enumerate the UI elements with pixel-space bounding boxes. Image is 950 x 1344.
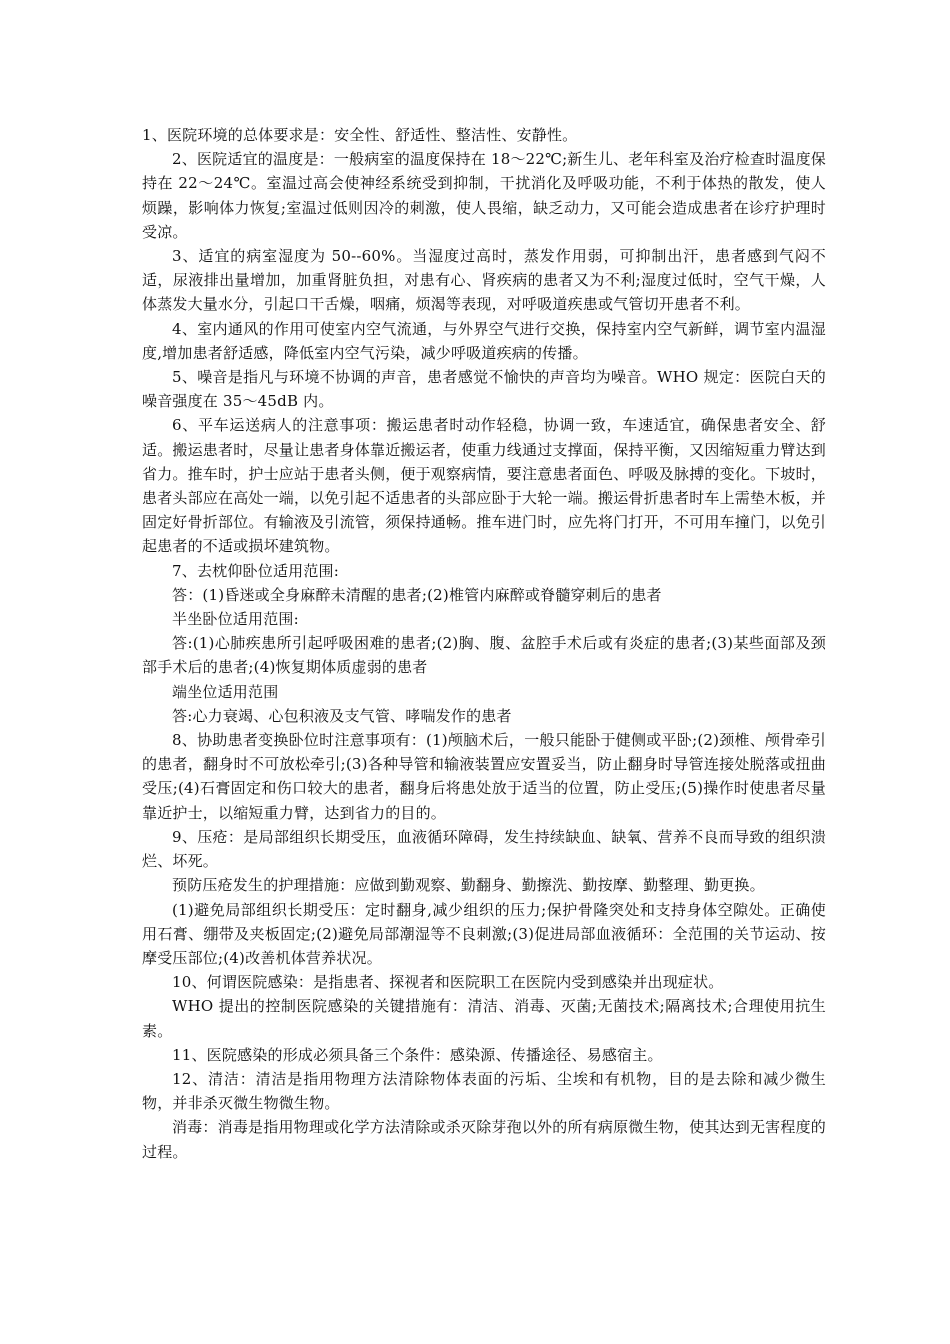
paragraph-7-answer: 答：(1)昏迷或全身麻醉未清醒的患者;(2)椎管内麻醉或脊髓穿刺后的患者 — [172, 585, 662, 604]
paragraph-8: 8、协助患者变换卧位时注意事项有：(1)颅脑术后，一般只能卧于健侧或平卧;(2)颈椎、颅骨牵引的患者，翻身时不可放松牵引;(3)各种导管和输液装置应安置妥当，防止翻身时导管连接处脱落或扭曲受压;(4)石膏固定和伤口较大的患者，翻身后将患处放于适当的位置，防止受压;(5)操作时使患者尽量靠近护士，以缩短重力臂，达到省力的目的。 — [142, 731, 826, 822]
paragraph-10: 10、何谓医院感染：是指患者、探视者和医院职工在医院内受到感染并出现症状。 — [172, 973, 724, 992]
paragraph-9-measures: (1)避免局部组织长期受压：定时翻身,减少组织的压力;保护骨隆突处和支持身体空隙处。正确使用石膏、绷带及夹板固定;(2)避免局部潮湿等不良刺激;(3)促进局部血液循环：全范围的关节运动、按摩受压部位;(4)改善机体营养状况。 — [142, 900, 826, 967]
paragraph-semi-sitting-answer: 答:(1)心肺疾患所引起呼吸困难的患者;(2)胸、腹、盆腔手术后或有炎症的患者;(3)某些面部及颈部手术后的患者;(4)恢复期体质虚弱的患者 — [142, 634, 826, 677]
paragraph-9-prevention: 预防压疮发生的护理措施：应做到勤观察、勤翻身、勤擦洗、勤按摩、勤整理、勤更换。 — [172, 876, 765, 895]
paragraph-semi-sitting: 半坐卧位适用范围: — [172, 610, 299, 629]
paragraph-4: 4、室内通风的作用可使室内空气流通，与外界空气进行交换，保持室内空气新鲜，调节室内温湿度,增加患者舒适感，降低室内空气污染，减少呼吸道疾病的传播。 — [142, 319, 826, 362]
paragraph-10-who: WHO 提出的控制医院感染的关键措施有：清洁、消毒、灭菌;无菌技术;隔离技术;合理使用抗生素。 — [142, 997, 826, 1040]
paragraph-5: 5、噪音是指凡与环境不协调的声音，患者感觉不愉快的声音均为噪音。WHO 规定：医院白天的噪音强度在 35～45dB 内。 — [142, 368, 826, 411]
paragraph-3: 3、适宜的病室湿度为 50--60%。当湿度过高时，蒸发作用弱，可抑制出汗，患者感到气闷不适，尿液排出量增加，加重肾脏负担，对患有心、肾疾病的患者又为不利;湿度过低时，空气干燥，人体蒸发大量水分，引起口干舌燥，咽痛，烦渴等表现，对呼吸道疾患或气管切开患者不利。 — [142, 247, 826, 314]
paragraph-sitting-answer: 答:心力衰竭、心包积液及支气管、哮喘发作的患者 — [172, 706, 512, 725]
paragraph-7: 7、去枕仰卧位适用范围: — [172, 561, 339, 580]
paragraph-6: 6、平车运送病人的注意事项：搬运患者时动作轻稳，协调一致，车速适宜，确保患者安全、舒适。搬运患者时，尽量让患者身体靠近搬运者，使重力线通过支撑面，保持平衡，又因缩短重力臂达到省力。推车时，护士应站于患者头侧，便于观察病情，要注意患者面色、呼吸及脉搏的变化。下坡时，患者头部应在高处一端，以免引起不适患者的头部应卧于大轮一端。搬运骨折患者时车上需垫木板，并固定好骨折部位。有输液及引流管，须保持通畅。推车进门时，应先将门打开，不可用车撞门，以免引起患者的不适或损坏建筑物。 — [142, 416, 827, 556]
paragraph-2: 2、医院适宜的温度是：一般病室的温度保持在 18～22℃;新生儿、老年科室及治疗检查时温度保持在 22～24℃。室温过高会使神经系统受到抑制，干扰消化及呼吸功能，不利于体热的散发，使人烦躁，影响体力恢复;室温过低则因冷的刺激，使人畏缩，缺乏动力，又可能会造成患者在诊疗护理时受凉。 — [142, 150, 826, 241]
paragraph-1: 1、医院环境的总体要求是：安全性、舒适性、整洁性、安静性。 — [142, 126, 578, 144]
document-body — [142, 123, 826, 1164]
paragraph-12-disinfection: 消毒：消毒是指用物理或化学方法清除或杀灭除芽孢以外的所有病原微生物，使其达到无害程度的过程。 — [142, 1118, 826, 1161]
paragraph-sitting: 端坐位适用范围 — [172, 682, 279, 701]
paragraph-11: 11、医院感染的形成必须具备三个条件：感染源、传播途径、易感宿主。 — [172, 1045, 663, 1064]
paragraph-9: 9、压疮：是局部组织长期受压，血液循环障碍，发生持续缺血、缺氧、营养不良而导致的组织溃烂、坏死。 — [142, 827, 826, 871]
paragraph-12: 12、清洁：清洁是指用物理方法清除物体表面的污垢、尘埃和有机物，目的是去除和减少微生物，并非杀灭微生物微生物。 — [142, 1069, 826, 1113]
